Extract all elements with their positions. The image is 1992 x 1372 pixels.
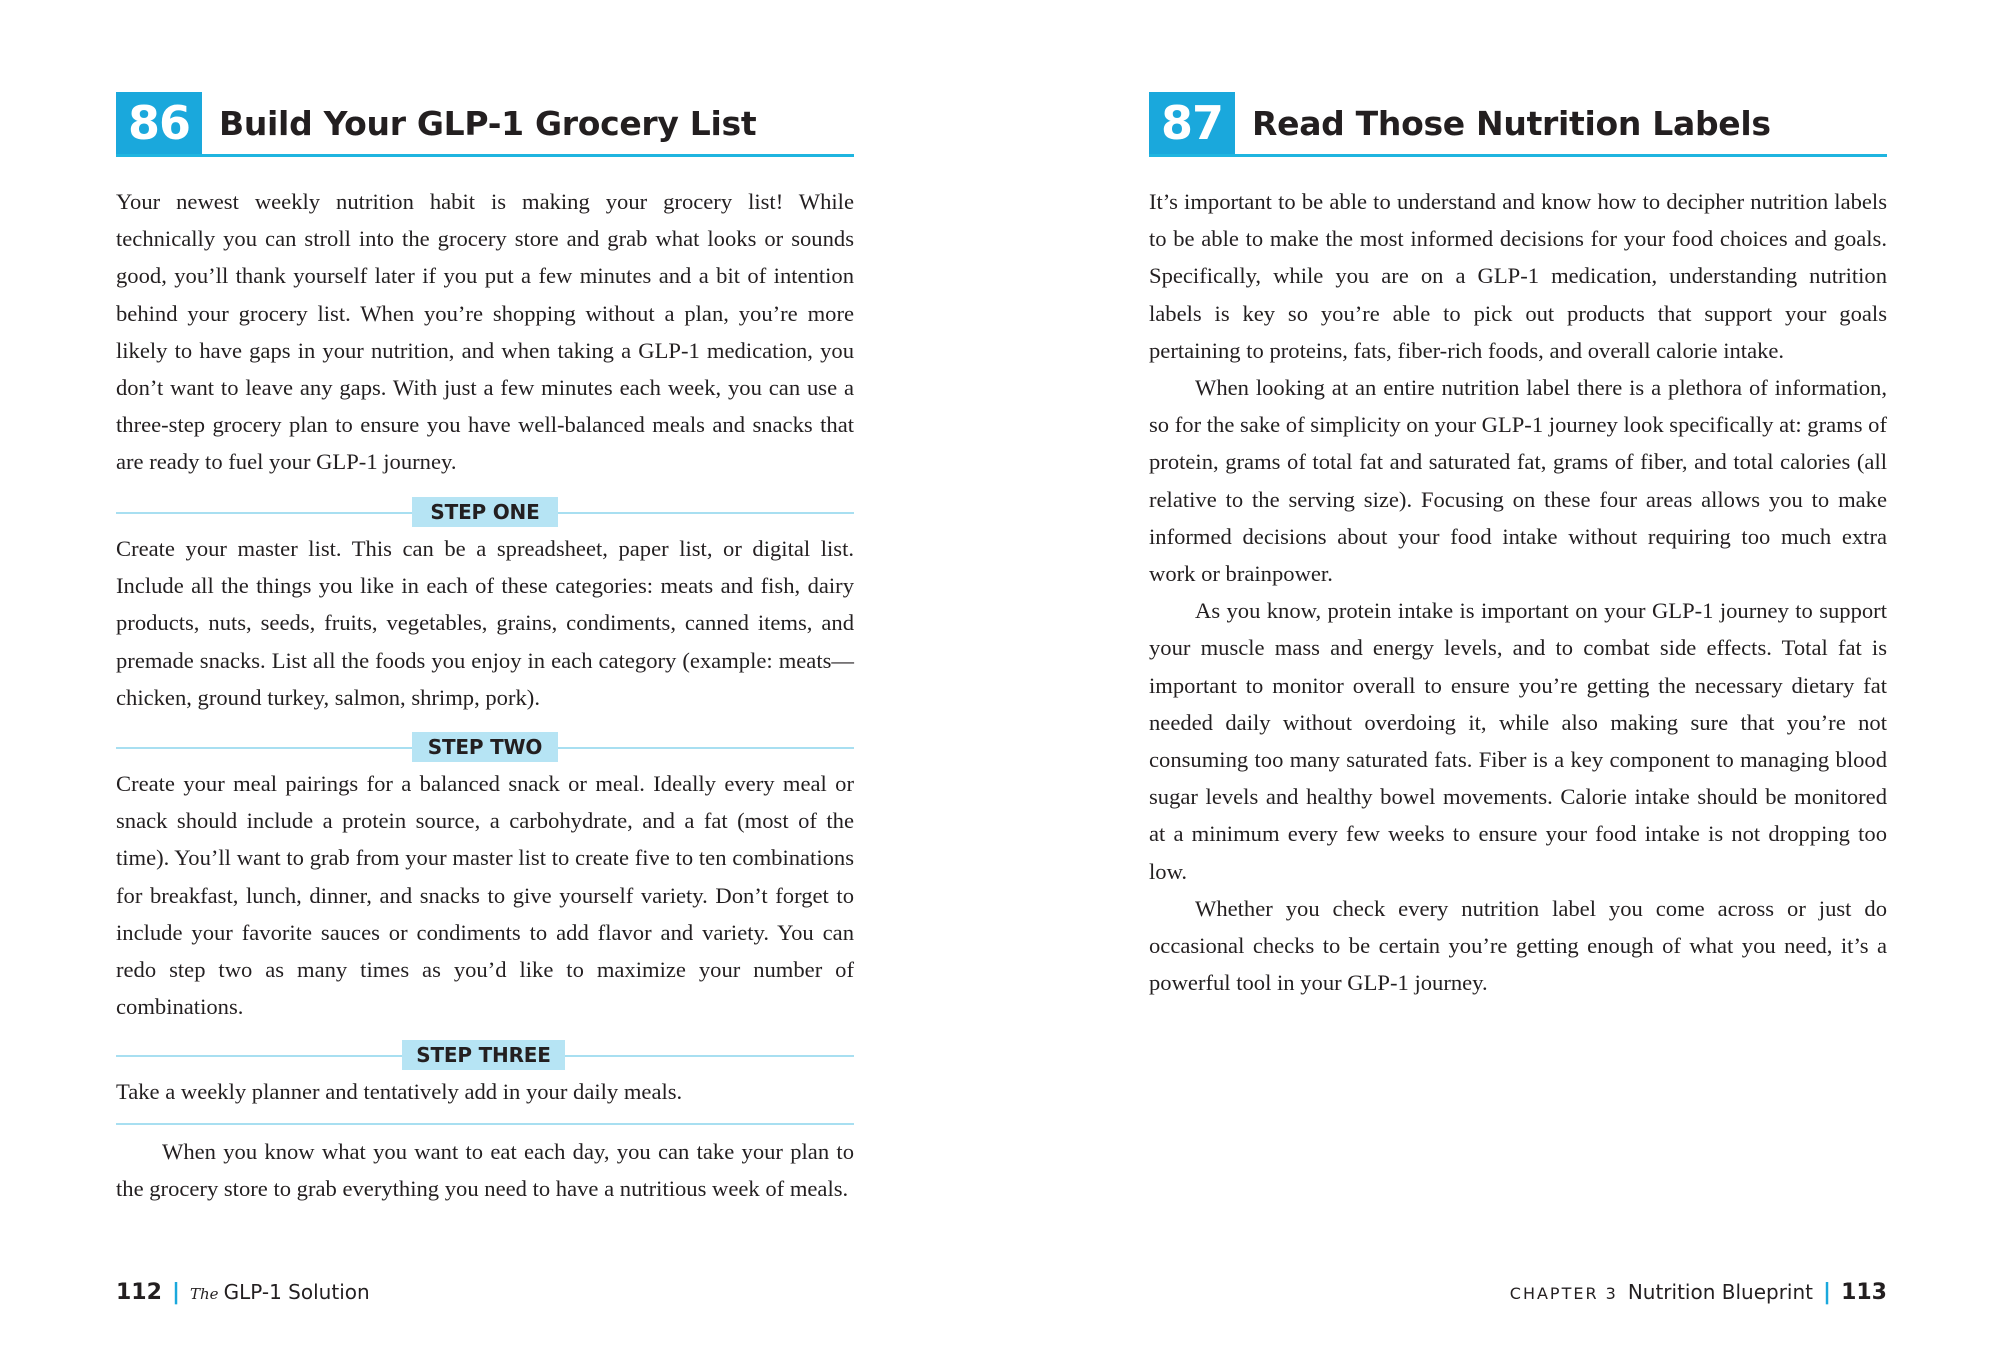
chapter-label: CHAPTER 3	[1509, 1284, 1618, 1303]
step-two-heading	[116, 732, 854, 762]
page-number: 112	[116, 1280, 162, 1305]
intro-paragraph-block	[116, 183, 854, 481]
paragraph-2: When looking at an entire nutrition label there is a plethora of information, so for the sake of simplicity on your GLP-1 journey look specifically at: grams of protein, grams of total fat and saturated fat, grams of fiber, and total calories (all relative to the serving size). Focusing on these four areas allows you to make informed decisions about your food intake without requiring too much extra work or brainpower.	[1149, 375, 1887, 587]
book-title-the: The	[189, 1285, 219, 1303]
step-three-label: STEP THREE	[402, 1040, 565, 1070]
section-title: Build Your GLP-1 Grocery List	[219, 104, 757, 143]
step-three-text: Take a weekly planner and tentatively add in your daily meals.	[116, 1079, 683, 1104]
footer-separator: |	[1823, 1280, 1832, 1305]
section-title: Read Those Nutrition Labels	[1252, 104, 1771, 143]
step-three-block	[116, 1073, 854, 1110]
right-footer	[1510, 1280, 1887, 1312]
book-title: GLP-1 Solution	[223, 1280, 370, 1304]
page-number: 113	[1841, 1280, 1887, 1305]
closing-paragraph: When you know what you want to eat each day, you can take your plan to the grocery store to grab everything you need to have a nutritious week of meals.	[116, 1139, 854, 1202]
step-two-text: Create your meal pairings for a balanced snack or meal. Ideally every meal or snack should include a protein source, a carbohydrate, and a fat (most of the time). You’ll want to grab from your master list to create five to ten combinations for breakfast, lunch, dinner, and snacks to give yourself variety. Don’t forget to include your favorite sauces or condiments to add flavor and variety. You can redo step two as many times as you’d like to maximize your number of combinations.	[116, 771, 854, 1020]
paragraph-4: Whether you check every nutrition label you come across or just do occasional checks to be certain you’re getting enough of what you need, it’s a powerful tool in your GLP-1 journey.	[1149, 895, 1887, 996]
step-two-label: STEP TWO	[412, 732, 558, 762]
chapter-title: Nutrition Blueprint	[1627, 1280, 1814, 1304]
intro-paragraph: Your newest weekly nutrition habit is making your grocery list! While technically you can stroll into the grocery store and grab what looks or sounds good, you’ll thank yourself later if you put a few minutes and a bit of intention behind your grocery list. When you’re shopping without a plan, you’re more likely to have gaps in your nutrition, and when taking a GLP-1 medication, you don’t want to leave any gaps. With just a few minutes each week, you can use a three-step grocery plan to ensure you have well-balanced meals and snacks that are ready to fuel your GLP-1 journey.	[116, 189, 854, 475]
paragraph-1: It’s important to be able to understand and know how to decipher nutrition labels to be able to make the most informed decisions for your food choices and goals. Specifically, while you are on a GLP-1 medication, understanding nutrition labels is key so you’re able to pick out products that support your goals pertaining to proteins, fats, fiber-rich foods, and overall calorie intake.	[1149, 189, 1887, 363]
section-number: 86	[116, 92, 202, 154]
left-footer	[116, 1280, 370, 1312]
section-header	[116, 92, 854, 157]
section-header	[1149, 92, 1887, 157]
step-three-heading	[116, 1040, 854, 1070]
steps-end-rule	[116, 1123, 854, 1125]
step-one-label: STEP ONE	[412, 497, 558, 527]
section-number: 87	[1149, 92, 1235, 154]
closing-paragraph-block	[116, 1133, 854, 1207]
step-one-heading	[116, 497, 854, 527]
step-two-block	[116, 765, 854, 1025]
step-one-text: Create your master list. This can be a spreadsheet, paper list, or digital list. Include all the things you like in each of these categories: meats and fish, dairy products, nuts, seeds, fruits, vegetables, grains, condiments, canned items, and premade snacks. List all the foods you enjoy in each category (example: meats—chicken, ground turkey, salmon, shrimp, pork).	[116, 536, 854, 710]
footer-separator: |	[171, 1280, 180, 1305]
paragraph-3: As you know, protein intake is important on your GLP-1 journey to support your muscle mass and energy levels, and to combat side effects. Total fat is important to monitor overall to ensure you’re getting the necessary dietary fat needed daily without overdoing it, while also making sure that you’re not consuming too many saturated fats. Fiber is a key component to managing blood sugar levels and healthy bowel movements. Calorie intake should be monitored at a minimum every few weeks to ensure your food intake is not dropping too low.	[1149, 598, 1887, 884]
step-one-block	[116, 530, 854, 716]
body-text-block	[1149, 183, 1887, 1001]
